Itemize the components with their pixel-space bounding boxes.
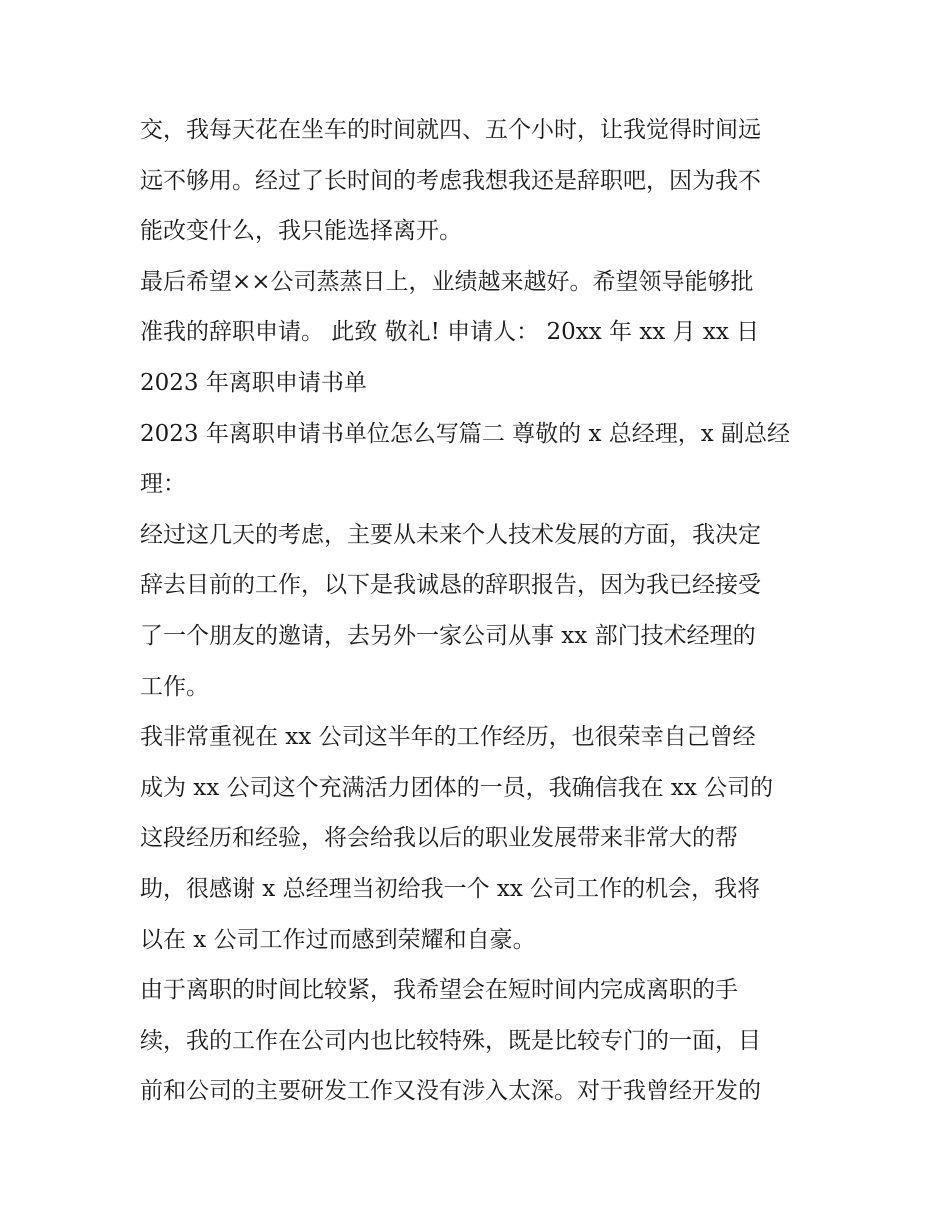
text-line: 前和公司的主要研发工作又没有涉入太深。对于我曾经开发的 [140,1078,761,1105]
text-line: 工作。 [140,673,209,700]
text-line: 了一个朋友的邀请，去另外一家公司从事 xx 部门技术经理的 [140,622,756,649]
text-line: 经过这几天的考虑，主要从未来个人技术发展的方面，我决定 [140,521,761,548]
text-line: 理： [140,471,186,498]
text-line: 辞去目前的工作，以下是我诚恳的辞职报告，因为我已经接受 [140,572,761,599]
text-line: 续，我的工作在公司内也比较特殊，既是比较专门的一面，目 [140,1027,761,1054]
text-line: 远不够用。经过了长时间的考虑我想我还是辞职吧，因为我不 [140,167,761,194]
text-line: 成为 xx 公司这个充满活力团体的一员，我确信我在 xx 公司的 [140,774,774,801]
text-line: 这段经历和经验，将会给我以后的职业发展带来非常大的帮 [140,825,738,852]
text-line: 能改变什么，我只能选择离开。 [140,218,462,245]
document-body [140,105,820,1117]
text-line: 我非常重视在 xx 公司这半年的工作经历，也很荣幸自己曾经 [140,724,756,751]
text-line: 2023 年离职申请书单位怎么写篇二 尊敬的 x 总经理，x 副总经 [140,420,791,447]
text-line: 助，很感谢 x 总经理当初给我一个 xx 公司工作的机会，我将 [140,875,761,902]
text-line: 以在 x 公司工作过而感到荣耀和自豪。 [140,926,536,953]
text-line: 最后希望××公司蒸蒸日上，业绩越来越好。希望领导能够批 [140,268,754,295]
text-line: 交，我每天花在坐车的时间就四、五个小时，让我觉得时间远 [140,117,761,143]
text-line: 准我的辞职申请。 此致 敬礼! 申请人： 20xx 年 xx 月 xx 日 [140,319,760,346]
section-title: 2023 年离职申请书单 [140,369,367,396]
text-line: 由于离职的时间比较紧，我希望会在短时间内完成离职的手 [140,977,738,1004]
